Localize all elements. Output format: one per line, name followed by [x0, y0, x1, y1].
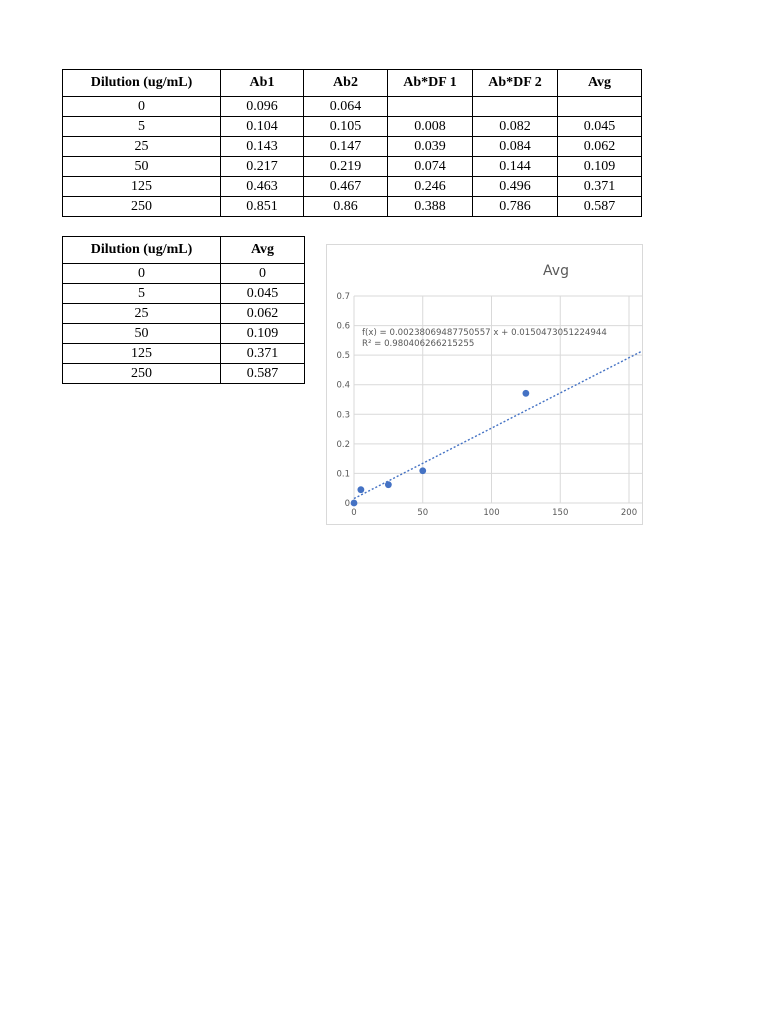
table-cell: 0.105 — [304, 117, 388, 137]
table-row — [63, 304, 305, 324]
table-row — [63, 284, 305, 304]
table-cell: 125 — [63, 344, 221, 364]
chart-canvas — [327, 245, 642, 524]
table-row — [63, 177, 642, 197]
table-cell: 5 — [63, 284, 221, 304]
table-row — [63, 157, 642, 177]
x-tick-label: 0 — [351, 508, 357, 518]
table-cell: 0.143 — [221, 137, 304, 157]
table-cell: 50 — [63, 157, 221, 177]
table-header-row — [63, 237, 305, 264]
table-cell: 0.008 — [388, 117, 473, 137]
y-tick-label: 0 — [344, 499, 350, 509]
table-row — [63, 344, 305, 364]
absorbance-table — [62, 69, 642, 217]
table-cell: 0.104 — [221, 117, 304, 137]
table-cell: 0.082 — [473, 117, 558, 137]
data-point — [351, 500, 358, 507]
table-cell: 0.084 — [473, 137, 558, 157]
trendline-equation: f(x) = 0.00238069487750557 x + 0.0150473051224944 — [362, 328, 607, 338]
table-cell: 0.045 — [221, 284, 305, 304]
table-cell: 0.388 — [388, 197, 473, 217]
table-cell: 0.062 — [558, 137, 642, 157]
table-row — [63, 137, 642, 157]
table-cell — [388, 97, 473, 117]
table-cell: 0 — [221, 264, 305, 284]
data-point — [419, 467, 426, 474]
y-tick-label: 0.3 — [336, 410, 350, 421]
table-row — [63, 264, 305, 284]
table-cell: 0.371 — [558, 177, 642, 197]
table-cell: 0.109 — [221, 324, 305, 344]
column-header: Dilution (ug/mL) — [63, 70, 221, 97]
y-tick-label: 0.7 — [336, 292, 350, 302]
table-cell: 50 — [63, 324, 221, 344]
column-header: Avg — [221, 237, 305, 264]
table-cell: 0.144 — [473, 157, 558, 177]
y-tick-label: 0.2 — [336, 439, 350, 450]
table-cell: 0.467 — [304, 177, 388, 197]
average-table — [62, 236, 305, 384]
data-point — [522, 390, 529, 397]
x-tick-label: 150 — [552, 508, 569, 518]
table-cell: 0.062 — [221, 304, 305, 324]
table-cell: 0.86 — [304, 197, 388, 217]
column-header: Ab*DF 1 — [388, 70, 473, 97]
table-row — [63, 324, 305, 344]
chart-title: Avg — [543, 263, 569, 279]
table-cell: 0.045 — [558, 117, 642, 137]
chart-data-points — [351, 326, 642, 506]
table-cell — [473, 97, 558, 117]
data-point — [357, 486, 364, 493]
table-cell: 25 — [63, 304, 221, 324]
table-row — [63, 364, 305, 384]
table-cell: 0 — [63, 264, 221, 284]
table-cell: 0.096 — [221, 97, 304, 117]
table-cell: 25 — [63, 137, 221, 157]
y-tick-label: 0.6 — [336, 321, 350, 332]
table-cell: 0.851 — [221, 197, 304, 217]
table-row — [63, 117, 642, 137]
table-cell: 0.587 — [221, 364, 305, 384]
table-cell: 0.039 — [388, 137, 473, 157]
trendline-r-squared: R² = 0.980406266215255 — [362, 339, 475, 349]
column-header: Dilution (ug/mL) — [63, 237, 221, 264]
table-header-row — [63, 70, 642, 97]
column-header: Avg — [558, 70, 642, 97]
avg-scatter-chart — [326, 244, 643, 525]
table-cell: 0.217 — [221, 157, 304, 177]
table-cell: 125 — [63, 177, 221, 197]
table-cell — [558, 97, 642, 117]
table-row — [63, 197, 642, 217]
x-tick-label: 50 — [417, 508, 429, 518]
column-header: Ab*DF 2 — [473, 70, 558, 97]
table-cell: 0.371 — [221, 344, 305, 364]
y-tick-label: 0.1 — [336, 469, 350, 480]
table-cell: 0.074 — [388, 157, 473, 177]
table-cell: 250 — [63, 364, 221, 384]
table-cell: 0.246 — [388, 177, 473, 197]
column-header: Ab1 — [221, 70, 304, 97]
table-cell: 0.064 — [304, 97, 388, 117]
data-point — [385, 481, 392, 488]
y-tick-label: 0.4 — [336, 380, 350, 391]
table-cell: 0.463 — [221, 177, 304, 197]
table-cell: 0.219 — [304, 157, 388, 177]
table-cell: 5 — [63, 117, 221, 137]
table-cell: 0.109 — [558, 157, 642, 177]
y-tick-label: 0.5 — [336, 351, 350, 362]
table-cell: 0 — [63, 97, 221, 117]
table-cell: 0.496 — [473, 177, 558, 197]
table-row — [63, 97, 642, 117]
table-cell: 0.147 — [304, 137, 388, 157]
table-cell: 0.587 — [558, 197, 642, 217]
table-cell: 250 — [63, 197, 221, 217]
x-tick-label: 200 — [620, 508, 638, 518]
x-tick-label: 100 — [483, 508, 500, 518]
column-header: Ab2 — [304, 70, 388, 97]
table-cell: 0.786 — [473, 197, 558, 217]
